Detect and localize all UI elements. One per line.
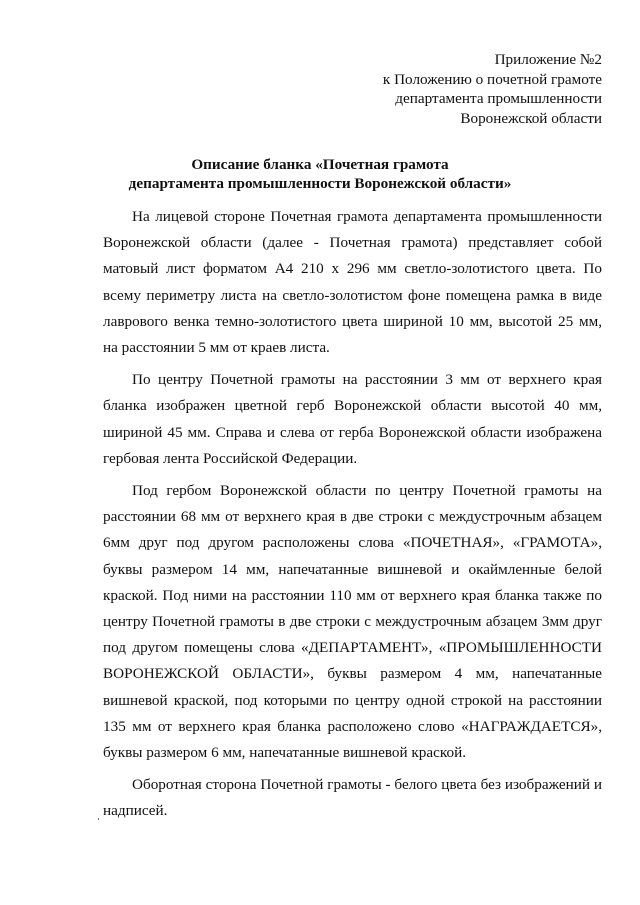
document-body	[103, 204, 602, 831]
paragraph-front-side: На лицевой стороне Почетная грамота департамента промышленности Воронежской области (далее - Почетная грамота) представляет собой матовый лист форматом А4 210 х 296 мм светло-золотистого цвета. По всему периметру листа на светло-золотистом фоне помещена рамка в виде лаврового венка темно-золотистого цвета шириной 10 мм, высотой 25 мм, на расстоянии 5 мм от краев листа.	[103, 208, 602, 357]
appendix-line-2: к Положению о почетной грамоте	[382, 70, 602, 88]
paragraph-back-side: Оборотная сторона Почетной грамоты - белого цвета без изображений и надписей.	[103, 776, 602, 820]
appendix-line-3: департамента промышленности	[395, 90, 602, 107]
paragraph-coat-of-arms: По центру Почетной грамоты на расстоянии 3 мм от верхнего края бланка изображен цветной герб Воронежской области высотой 40 мм, шириной 45 мм. Справа и слева от герба Воронежской области изображена гербовая лента Российской Федерации.	[103, 371, 602, 467]
appendix-line-4: Воронежской области	[460, 109, 602, 127]
paragraph-lettering: Под гербом Воронежской области по центру Почетной грамоты на расстоянии 68 мм от верхнего края в две строки с междустрочным абзацем 6мм друг под другом расположены слова «ПОЧЕТНАЯ», «ГРАМОТА», буквы размером 14 мм, напечатанные вишневой и окаймленные белой краской. Под ними на расстоянии 110 мм от верхнего края бланка также по центру Почетной грамоты в две строки с междустрочным абзацем 3мм друг под другом помещены слова «ДЕПАРТАМЕНТ», «ПРОМЫШЛЕННОСТИ ВОРОНЕЖСКОЙ ОБЛАСТИ», буквы размером 4 мм, напечатанные вишневой краской, под которыми по центру одной строкой на расстоянии 135 мм от верхнего края бланка расположено слово «НАГРАЖДАЕТСЯ», буквы размером 6 мм, напечатанные вишневой краской.	[103, 482, 602, 762]
title-line-1: Описание бланка «Почетная грамота	[191, 156, 449, 173]
document-title	[0, 155, 640, 193]
title-line-2: департамента промышленности Воронежской области»	[128, 175, 512, 192]
appendix-line-1: Приложение №2	[494, 51, 602, 68]
appendix-header	[302, 50, 602, 128]
scan-speck	[98, 818, 99, 820]
